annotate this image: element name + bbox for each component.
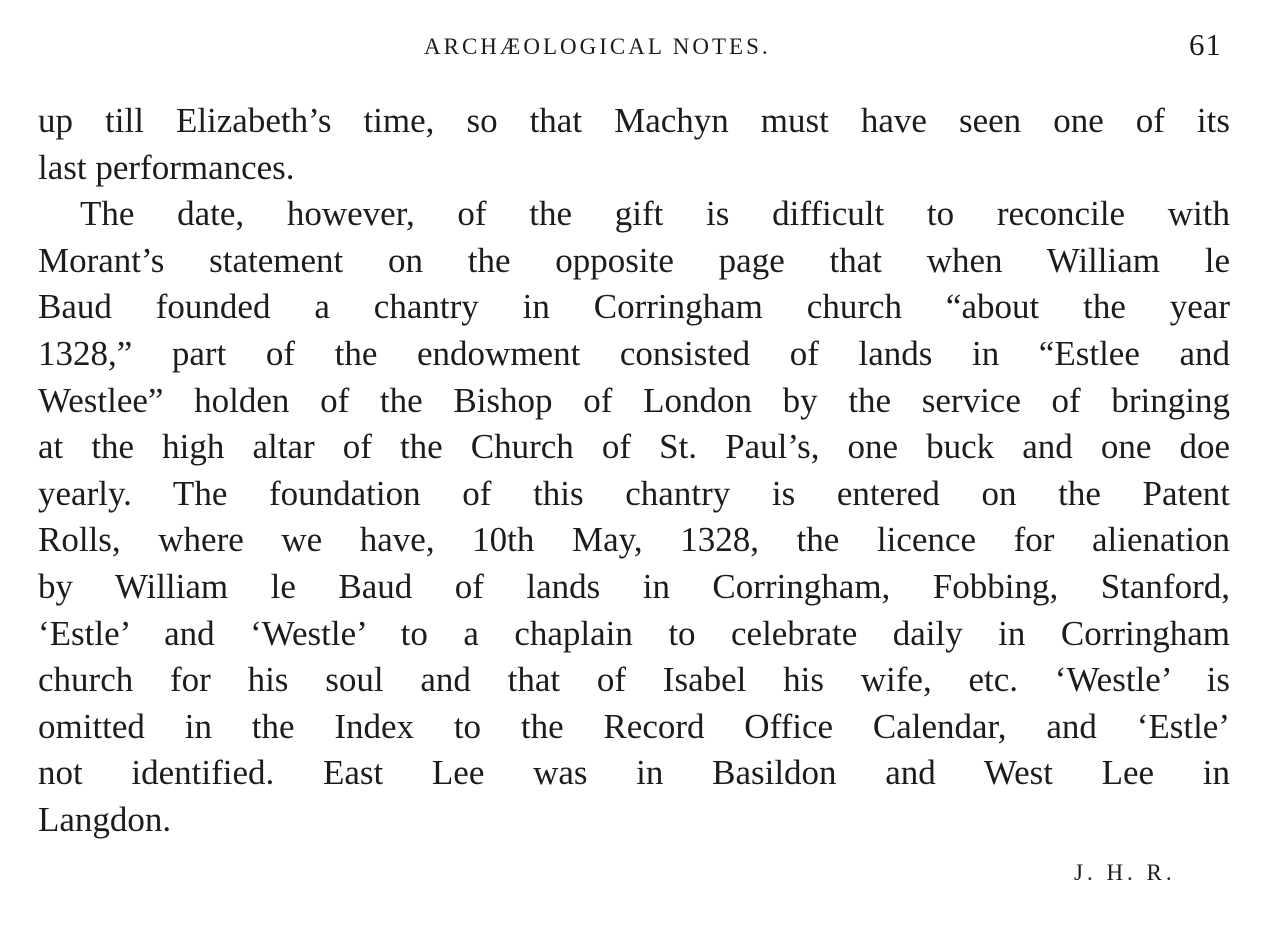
text-line: Baud founded a chantry in Corringham church “about the year [38, 287, 1230, 327]
text-line: yearly. The foundation of this chantry is entered on the Patent [38, 473, 1230, 513]
author-initials: J. H. R. [1074, 860, 1176, 885]
running-title: ARCHÆOLOGICAL NOTES. [424, 34, 771, 59]
text-line: church for his soul and that of Isabel his wife, etc. ‘Westle’ is [38, 660, 1230, 700]
body-text [38, 98, 1230, 844]
text-line: 1328,” part of the endowment consisted of lands in “Estlee and [38, 333, 1230, 373]
text-line: at the high altar of the Church of St. Paul’s, one buck and one doe [38, 427, 1230, 467]
text-line: Morant’s statement on the opposite page that when William le [38, 240, 1230, 280]
text-line: omitted in the Index to the Record Office Calendar, and ‘Estle’ [38, 706, 1230, 746]
text-line: by William le Baud of lands in Corringham, Fobbing, Stanford, [38, 566, 1230, 606]
text-line: ‘Estle’ and ‘Westle’ to a chaplain to celebrate daily in Corringham [38, 613, 1230, 653]
text-line: last performances. [38, 147, 295, 187]
running-head [0, 27, 1267, 65]
text-line: The date, however, of the gift is difficult to reconcile with [80, 194, 1230, 234]
text-line: Westlee” holden of the Bishop of London by the service of bringing [38, 380, 1230, 420]
text-line: Rolls, where we have, 10th May, 1328, the licence for alienation [38, 520, 1230, 560]
page-number: 61 [1189, 27, 1222, 62]
paragraph [38, 191, 1230, 843]
text-line: up till Elizabeth’s time, so that Machyn must have seen one of its [38, 101, 1230, 140]
text-line: not identified. East Lee was in Basildon and West Lee in [38, 753, 1230, 793]
paragraph [38, 98, 1230, 191]
text-line: Langdon. [38, 799, 172, 839]
